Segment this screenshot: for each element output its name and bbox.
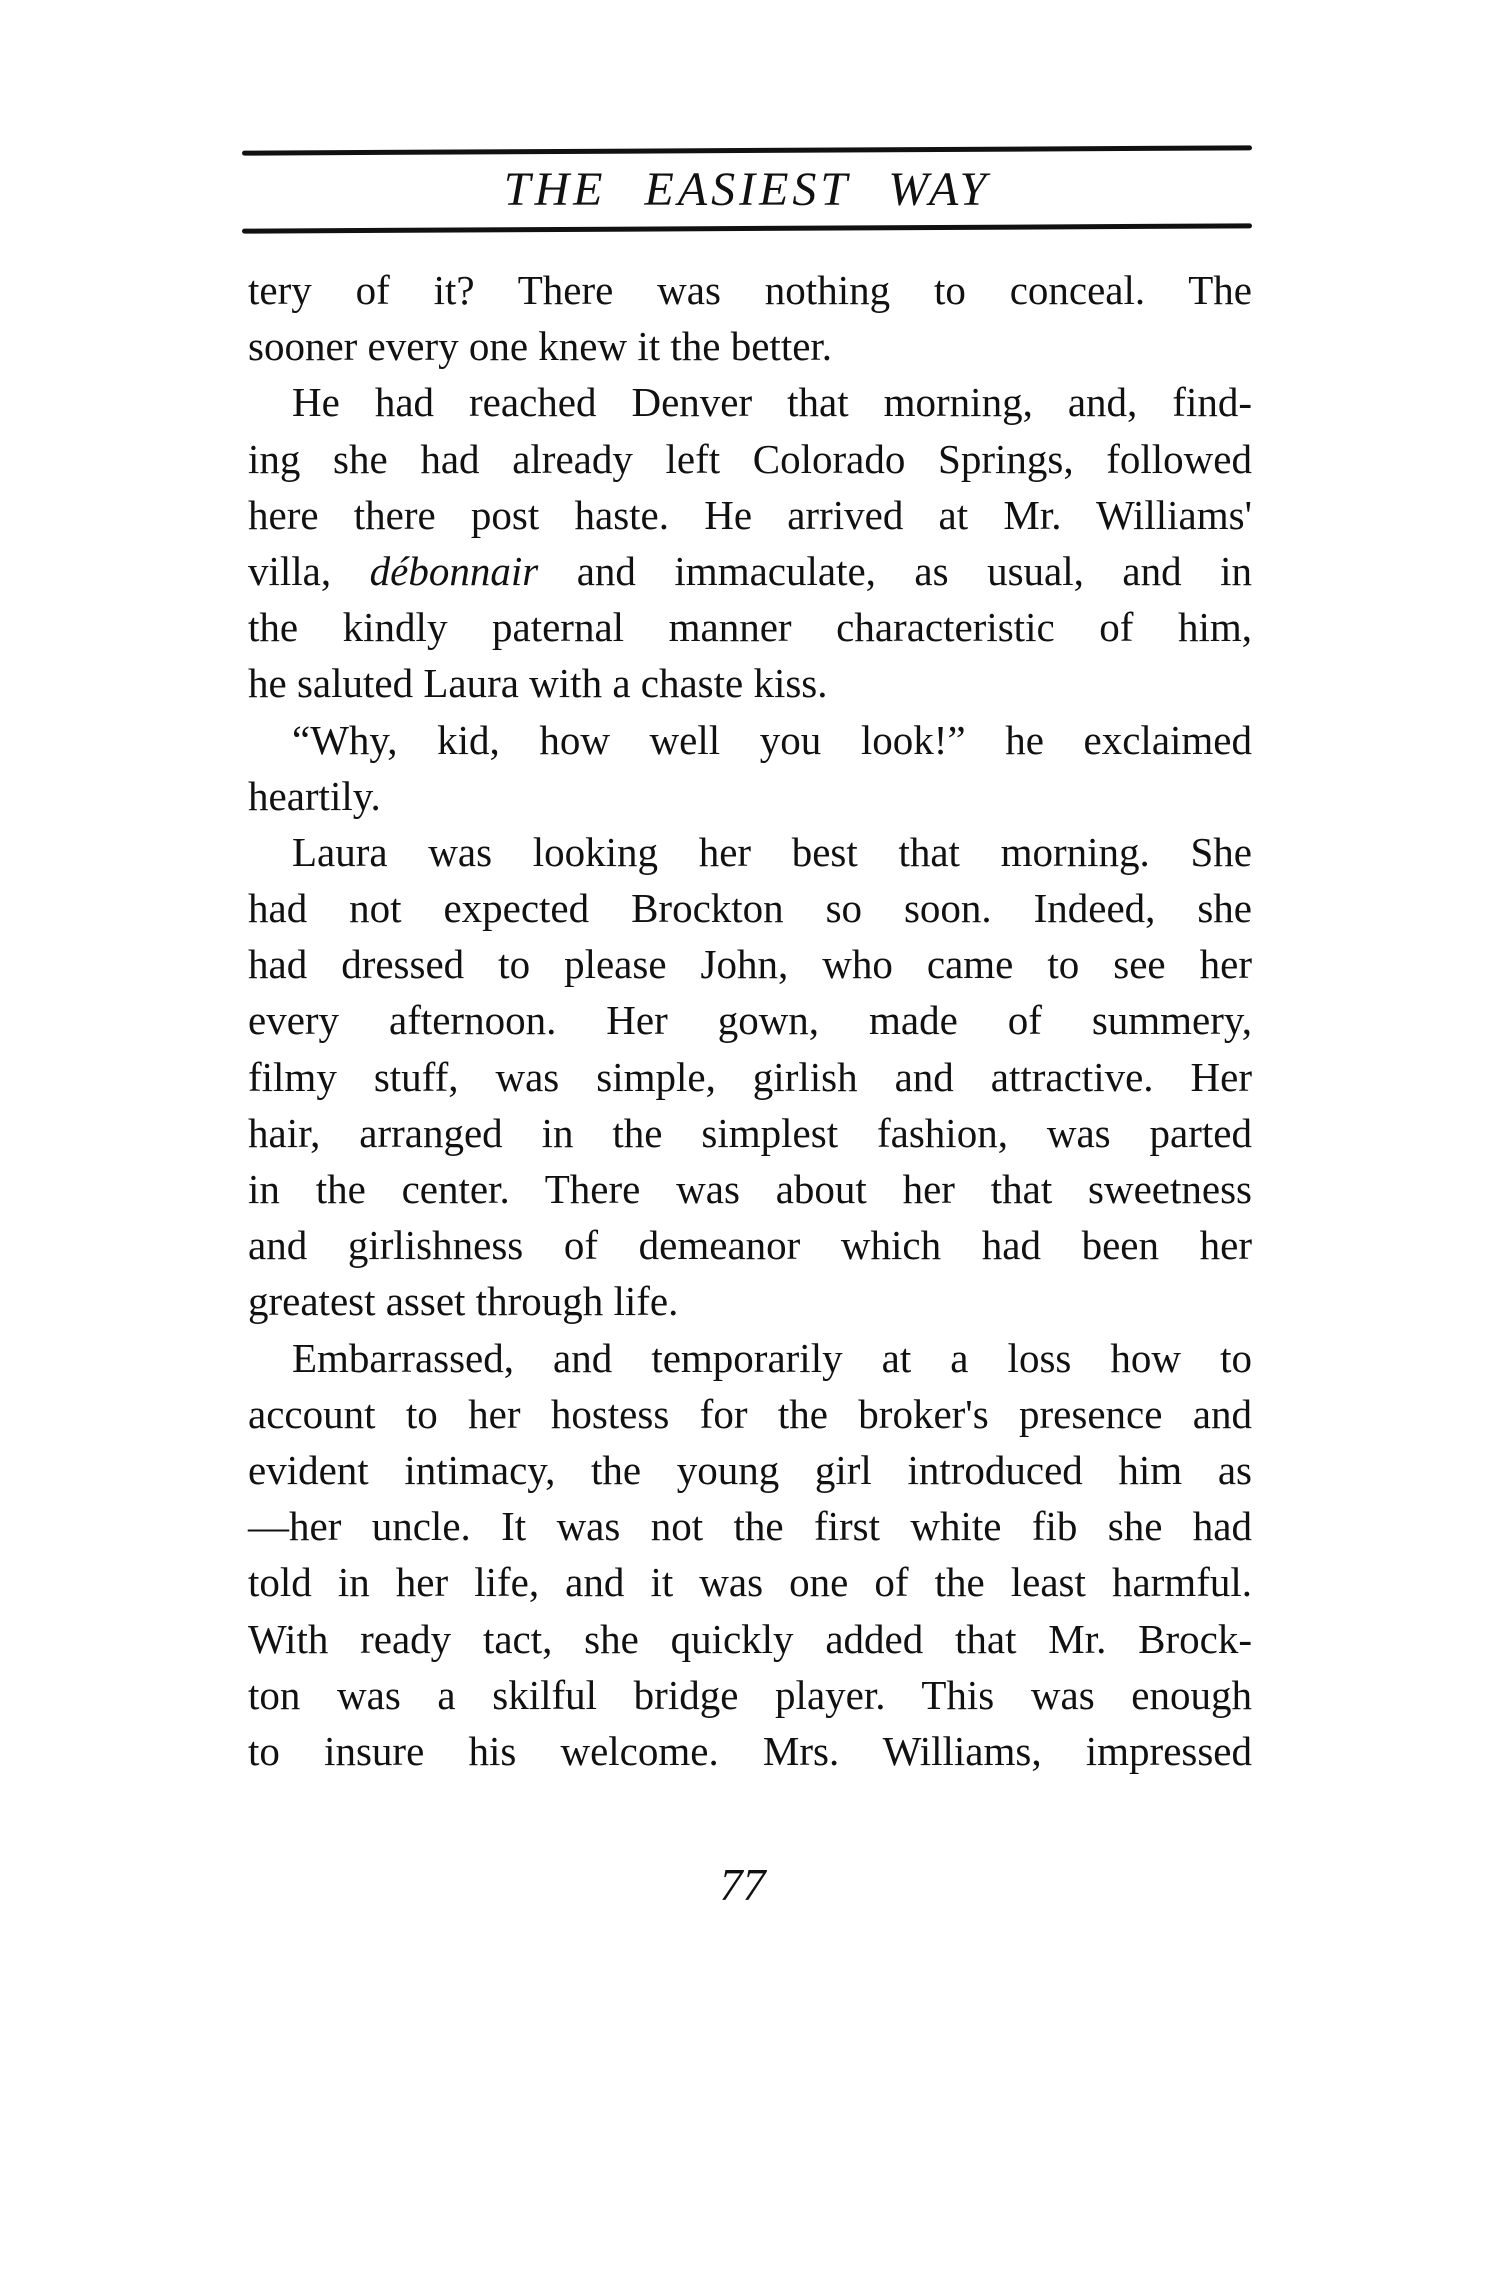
line-text: tery of it? There was nothing to conceal. The	[248, 267, 1252, 313]
line-text: filmy stuff, was simple, girlish and attractive. Her	[248, 1053, 1252, 1100]
page-number: 77	[719, 1859, 766, 1910]
text-line	[248, 992, 1252, 1048]
text-line	[248, 487, 1252, 543]
line-text: every afternoon. Her gown, made of summery,	[248, 997, 1252, 1044]
text-line	[248, 1442, 1252, 1498]
line-text: heartily.	[248, 772, 381, 819]
text-line	[248, 262, 1252, 318]
text-line	[248, 1049, 1252, 1105]
text-line	[248, 1611, 1252, 1667]
line-text: had not expected Brockton so soon. Indeed, she	[248, 885, 1252, 932]
line-text: he saluted Laura with a chaste kiss.	[248, 660, 828, 707]
line-text: here there post haste. He arrived at Mr. Williams'	[248, 491, 1252, 538]
line-text: He had reached Denver that morning, and, find-	[292, 379, 1252, 426]
line-text: the kindly paternal manner characteristic of him,	[248, 604, 1252, 651]
text-line	[248, 655, 1252, 711]
line-text: in the center. There was about her that sweetness	[248, 1166, 1252, 1212]
line-text: “Why, kid, how well you look!” he exclaimed	[292, 716, 1252, 763]
text-line	[248, 543, 1252, 599]
line-text: villa,	[248, 547, 370, 594]
line-text: sooner every one knew it the better.	[248, 323, 833, 370]
text-line	[248, 1667, 1252, 1723]
line-text: ton was a skilful bridge player. This was enough	[248, 1671, 1252, 1718]
line-text: told in her life, and it was one of the least harmful.	[248, 1559, 1252, 1606]
text-line	[248, 880, 1252, 936]
running-head: THE EASIEST WAY	[503, 163, 991, 216]
line-text: Laura was looking her best that morning. She	[292, 828, 1252, 875]
text-line	[248, 1723, 1252, 1779]
text-line	[248, 599, 1252, 655]
line-text: —her uncle. It was not the first white fib she had	[248, 1503, 1252, 1550]
line-text: to insure his welcome. Mrs. Williams, impressed	[248, 1727, 1252, 1774]
text-line	[248, 431, 1252, 487]
text-line	[248, 824, 1252, 880]
line-text: account to her hostess for the broker's presence and	[248, 1390, 1252, 1437]
line-text: had dressed to please John, who came to see her	[248, 941, 1252, 988]
italic-word: débonnair	[369, 547, 539, 594]
line-text: evident intimacy, the young girl introduced him as	[248, 1446, 1252, 1493]
text-line	[248, 1330, 1252, 1386]
header-rule-bottom	[242, 223, 1252, 233]
text-line	[248, 1161, 1252, 1217]
text-line	[248, 374, 1252, 430]
body-text	[248, 262, 1252, 1779]
text-line	[248, 1217, 1252, 1273]
text-line	[248, 768, 1252, 824]
text-line	[248, 1273, 1252, 1329]
line-text: Embarrassed, and temporarily at a loss how to	[292, 1334, 1252, 1381]
line-text: With ready tact, she quickly added that Mr. Brock-	[248, 1615, 1252, 1662]
text-line	[248, 712, 1252, 768]
text-line	[248, 318, 1252, 374]
line-text: and girlishness of demeanor which had been her	[248, 1222, 1252, 1269]
text-line	[248, 1498, 1252, 1554]
line-text: greatest asset through life.	[248, 1278, 679, 1325]
text-line	[248, 1554, 1252, 1610]
text-line	[248, 1386, 1252, 1442]
text-line	[248, 936, 1252, 992]
line-text: hair, arranged in the simplest fashion, was parted	[248, 1109, 1252, 1156]
line-text: and immaculate, as usual, and in	[538, 547, 1252, 594]
text-line	[248, 1105, 1252, 1161]
header-rule-top	[242, 145, 1252, 155]
line-text: ing she had already left Colorado Springs, followed	[248, 435, 1252, 482]
